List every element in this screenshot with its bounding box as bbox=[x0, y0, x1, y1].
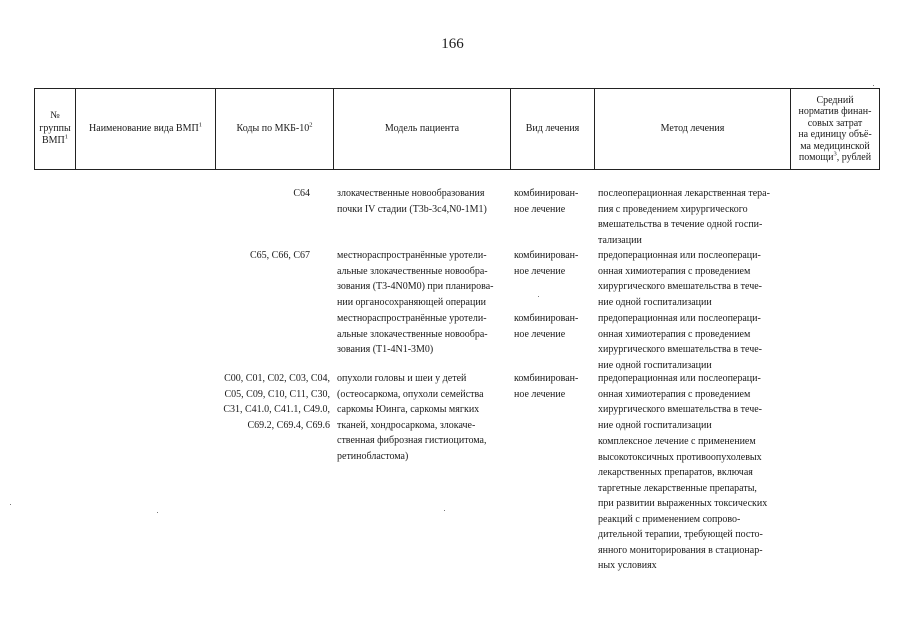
row2-treatment-method: предоперационная или послеопераци- онная химиотерапия с проведением хирургического вмешательства в тече- ние одной госпитализации bbox=[598, 250, 763, 308]
scan-speck bbox=[538, 296, 539, 297]
scan-speck bbox=[444, 510, 445, 511]
header-vmp-name: Наименование вида ВМП$^1$ bbox=[76, 89, 216, 169]
row3-patient-model: местнораспространённые уротели- альные злокачественные новообра- зования (T1-4N1-3M0) bbox=[337, 313, 488, 355]
header-patient-model: Модель пациента bbox=[334, 89, 511, 169]
row1-codes: C64 bbox=[293, 188, 310, 199]
header-group-number: № группы ВМП$^1$ bbox=[35, 89, 76, 169]
row1-patient-model: злокачественные новообразования почки IV стадии (T3b-3c4,N0-1M1) bbox=[337, 188, 487, 215]
page-number: 166 bbox=[441, 36, 464, 52]
row1-treatment-type: комбинирован- ное лечение bbox=[514, 188, 579, 215]
header-treatment-method: Метод лечения bbox=[595, 89, 791, 169]
row4-treatment-method: предоперационная или послеопераци- онная химиотерапия с проведением хирургического вмешательства в тече- ние одной госпитализации bbox=[598, 373, 763, 431]
row1-treatment-method: послеоперационная лекарственная тера- пия с проведением хирургического вмешательства в течение одной госпи- тализации bbox=[598, 188, 770, 246]
scan-speck bbox=[10, 504, 11, 505]
header-cost-norm: Средний норматив финан- совых затрат на единицу объё- ма медицинской помощи$^3$, рублей bbox=[798, 94, 872, 163]
row2-treatment-type: комбинирован- ное лечение bbox=[514, 250, 579, 277]
row5-treatment-method: комплексное лечение с применением высокотоксичных противоопухолевых лекарственных препаратов, включая таргетные лекарственные препараты, при развитии выраженных токсических реакций с применением сопрово- дительной терапии, требующей посто- янного мониторирования в стационар- ных условиях bbox=[598, 436, 768, 571]
row4-treatment-type: комбинирован- ное лечение bbox=[514, 373, 579, 400]
row2-patient-model: местнораспространённые уротели- альные злокачественные новообра- зования (T3-4N0M0) при планирова- нии органосохраняющей операции bbox=[337, 250, 494, 308]
row3-treatment-method: предоперационная или послеопераци- онная химиотерапия с проведением хирургического вмешательства в тече- ние одной госпитализации bbox=[598, 313, 763, 371]
scan-speck bbox=[157, 512, 158, 513]
table-header bbox=[34, 88, 880, 170]
row4-patient-model: опухоли головы и шеи у детей (остеосаркома, опухоли семейства саркомы Юинга, саркомы мягких тканей, хондросаркома, злокаче- ственная фиброзная гистиоцитома, ретинобластома) bbox=[337, 373, 487, 462]
row2-codes: C65, C66, C67 bbox=[249, 250, 310, 261]
header-mkb-codes: Коды по МКБ-$10^2$ bbox=[216, 89, 334, 169]
header-treatment-type: Вид лечения bbox=[511, 89, 595, 169]
scan-speck bbox=[873, 85, 874, 86]
row3-treatment-type: комбинирован- ное лечение bbox=[514, 313, 579, 340]
row4-codes: C00, C01, C02, C03, C04, C05, C09, C10, C11, C30, C31, C41.0, C41.1, C49.0, C69.2, C69.4, C69.6 bbox=[223, 373, 330, 431]
